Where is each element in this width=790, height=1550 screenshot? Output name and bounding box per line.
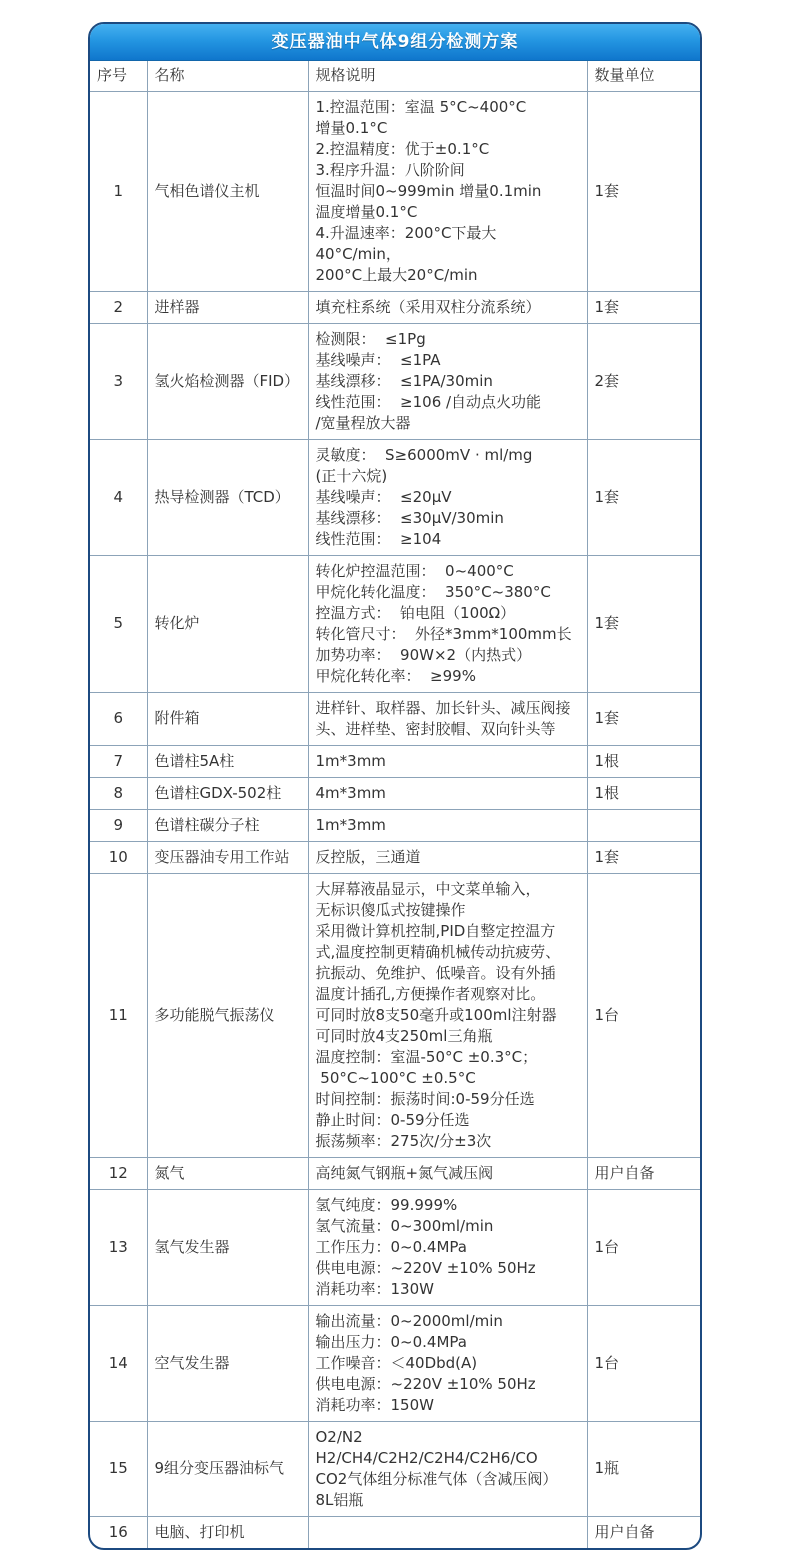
- spec-line: 输出压力：0~0.4MPa: [315, 1332, 467, 1351]
- spec-line: 温度增量0.1°C: [315, 202, 418, 221]
- column-header-name: 名称: [147, 61, 308, 91]
- item-qty-cell: 1套: [587, 291, 700, 323]
- item-qty-cell: 1根: [587, 745, 700, 777]
- item-name-cell: 电脑、打印机: [147, 1516, 308, 1548]
- spec-line: 氢气纯度：99.999%: [315, 1195, 458, 1214]
- row-number-cell: 11: [90, 873, 147, 1157]
- item-spec-cell: [308, 745, 587, 777]
- table-row: [90, 1421, 700, 1516]
- table-row: [90, 873, 700, 1157]
- spec-line: 式,温度控制更精确机械传动抗疲劳、: [315, 942, 561, 961]
- item-name-cell: 氢火焰检测器（FID）: [147, 323, 308, 439]
- row-number-cell: 12: [90, 1157, 147, 1189]
- table-row: [90, 809, 700, 841]
- spec-line: 检测限： ≤1Pg: [315, 329, 426, 348]
- row-number-cell: 16: [90, 1516, 147, 1548]
- item-qty-cell: 1台: [587, 1305, 700, 1421]
- item-qty-cell: 1根: [587, 777, 700, 809]
- spec-line: 工作噪音：＜40Dbd(A): [315, 1353, 478, 1372]
- spec-line: 进样针、取样器、加长针头、减压阀接: [315, 698, 571, 717]
- spec-line: 1m*3mm: [315, 751, 386, 770]
- spec-line: 甲烷化转化率： ≥99%: [315, 666, 476, 685]
- column-header-spec: 规格说明: [308, 61, 587, 91]
- row-number-cell: 4: [90, 439, 147, 555]
- item-name-cell: 变压器油专用工作站: [147, 841, 308, 873]
- item-name-cell: 色谱柱GDX-502柱: [147, 777, 308, 809]
- item-name-cell: 气相色谱仪主机: [147, 91, 308, 291]
- column-header-qty: 数量单位: [587, 61, 700, 91]
- table-row: [90, 1189, 700, 1305]
- spec-line: 增量0.1°C: [315, 118, 388, 137]
- row-number-cell: 15: [90, 1421, 147, 1516]
- spec-line: 基线漂移： ≤1PA/30min: [315, 371, 493, 390]
- table-row: [90, 555, 700, 692]
- item-spec-cell: [308, 1421, 587, 1516]
- spec-line: 1.控温范围：室温 5°C~400°C: [315, 97, 527, 116]
- row-number-cell: 7: [90, 745, 147, 777]
- spec-line: 无标识傻瓜式按键操作: [315, 900, 466, 919]
- item-name-cell: 氢气发生器: [147, 1189, 308, 1305]
- spec-line: 基线噪声： ≤20μV: [315, 487, 452, 506]
- spec-line: 消耗功率：150W: [315, 1395, 434, 1414]
- item-qty-cell: 1套: [587, 555, 700, 692]
- spec-line: 时间控制：振荡时间:0-59分任选: [315, 1089, 535, 1108]
- spec-line: (正十六烷): [315, 466, 388, 485]
- spec-line: 工作压力：0~0.4MPa: [315, 1237, 467, 1256]
- spec-line: 静止时间：0-59分任选: [315, 1110, 470, 1129]
- spec-line: 输出流量：0~2000ml/min: [315, 1311, 503, 1330]
- spec-line: O2/N2 H2/CH4/C2H2/C2H4/C2H6/CO: [315, 1427, 538, 1467]
- spec-table-card: [88, 22, 702, 1550]
- spec-line: 灵敏度： S≥6000mV · ml/mg: [315, 445, 533, 464]
- item-spec-cell: [308, 439, 587, 555]
- header-row: [90, 61, 700, 91]
- spec-line: 温度控制：室温-50°C ±0.3°C；: [315, 1047, 538, 1066]
- table-row: [90, 439, 700, 555]
- spec-line: 填充柱系统（采用双柱分流系统）: [315, 297, 541, 316]
- spec-line: 2.控温精度：优于±0.1°C: [315, 139, 490, 158]
- row-number-cell: 14: [90, 1305, 147, 1421]
- spec-line: 供电电源：~220V ±10% 50Hz: [315, 1258, 536, 1277]
- table-row: [90, 91, 700, 291]
- spec-line: 头、进样垫、密封胶帽、双向针头等: [315, 719, 556, 738]
- item-spec-cell: [308, 555, 587, 692]
- spec-line: 可同时放8支50毫升或100ml注射器: [315, 1005, 557, 1024]
- table-row: [90, 777, 700, 809]
- item-spec-cell: [308, 291, 587, 323]
- item-qty-cell: 2套: [587, 323, 700, 439]
- spec-line: 高纯氮气钢瓶+氮气减压阀: [315, 1163, 494, 1182]
- spec-line: 转化炉控温范围： 0~400°C: [315, 561, 514, 580]
- item-name-cell: 多功能脱气振荡仪: [147, 873, 308, 1157]
- spec-line: 反控版，三通道: [315, 847, 421, 866]
- table-row: [90, 1305, 700, 1421]
- spec-line: CO2气体组分标准气体（含减压阀）: [315, 1469, 558, 1488]
- row-number-cell: 10: [90, 841, 147, 873]
- item-qty-cell: 1套: [587, 91, 700, 291]
- item-spec-cell: [308, 841, 587, 873]
- table-row: [90, 291, 700, 323]
- row-number-cell: 5: [90, 555, 147, 692]
- spec-line: 大屏幕液晶显示，中文菜单输入，: [315, 879, 541, 898]
- item-name-cell: 氮气: [147, 1157, 308, 1189]
- spec-line: /宽量程放大器: [315, 413, 411, 432]
- item-qty-cell: 1套: [587, 439, 700, 555]
- spec-line: 转化管尺寸： 外径*3mm*100mm长: [315, 624, 572, 643]
- item-qty-cell: [587, 809, 700, 841]
- spec-line: 恒温时间0~999min 增量0.1min: [315, 181, 542, 200]
- table-row: [90, 1516, 700, 1548]
- item-qty-cell: 用户自备: [587, 1157, 700, 1189]
- column-header-no: 序号: [90, 61, 147, 91]
- spec-line: 200°C上最大20°C/min: [315, 265, 478, 284]
- spec-line: 4.升温速率：200°C下最大40°C/min，: [315, 223, 497, 263]
- item-spec-cell: [308, 873, 587, 1157]
- spec-line: 1m*3mm: [315, 815, 386, 834]
- spec-line: 4m*3mm: [315, 783, 386, 802]
- spec-line: 8L铝瓶: [315, 1490, 364, 1509]
- item-spec-cell: [308, 692, 587, 745]
- item-spec-cell: [308, 1189, 587, 1305]
- table-title: 变压器油中气体9组分检测方案: [90, 24, 700, 61]
- spec-line: 可同时放4支250ml三角瓶: [315, 1026, 493, 1045]
- item-name-cell: 转化炉: [147, 555, 308, 692]
- spec-line: 温度计插孔,方便操作者观察对比。: [315, 984, 546, 1003]
- spec-line: 采用微计算机控制,PID自整定控温方: [315, 921, 556, 940]
- row-number-cell: 13: [90, 1189, 147, 1305]
- table-row: [90, 841, 700, 873]
- spec-line: 3.程序升温：八阶阶间: [315, 160, 465, 179]
- spec-line: 基线噪声： ≤1PA: [315, 350, 441, 369]
- table-row: [90, 323, 700, 439]
- spec-line: 线性范围： ≥106 /自动点火功能: [315, 392, 542, 411]
- item-qty-cell: 1瓶: [587, 1421, 700, 1516]
- table-row: [90, 1157, 700, 1189]
- spec-line: 抗振动、免维护、低噪音。设有外插: [315, 963, 556, 982]
- spec-line: 控温方式： 铂电阻（100Ω）: [315, 603, 516, 622]
- spec-line: 甲烷化转化温度： 350°C~380°C: [315, 582, 551, 601]
- item-qty-cell: 1套: [587, 841, 700, 873]
- item-name-cell: 热导检测器（TCD）: [147, 439, 308, 555]
- row-number-cell: 1: [90, 91, 147, 291]
- item-spec-cell: [308, 1157, 587, 1189]
- row-number-cell: 6: [90, 692, 147, 745]
- item-qty-cell: 1台: [587, 1189, 700, 1305]
- row-number-cell: 2: [90, 291, 147, 323]
- item-spec-cell: [308, 777, 587, 809]
- item-name-cell: 空气发生器: [147, 1305, 308, 1421]
- item-name-cell: 进样器: [147, 291, 308, 323]
- spec-line: 振荡频率：275次/分±3次: [315, 1131, 492, 1150]
- item-spec-cell: [308, 91, 587, 291]
- item-spec-cell: [308, 1516, 587, 1548]
- item-qty-cell: 用户自备: [587, 1516, 700, 1548]
- spec-line: 供电电源：~220V ±10% 50Hz: [315, 1374, 536, 1393]
- spec-line: 基线漂移： ≤30μV/30min: [315, 508, 504, 527]
- spec-line: 消耗功率：130W: [315, 1279, 434, 1298]
- item-spec-cell: [308, 1305, 587, 1421]
- table-row: [90, 692, 700, 745]
- item-spec-cell: [308, 323, 587, 439]
- spec-table: [90, 61, 700, 1548]
- row-number-cell: 3: [90, 323, 147, 439]
- item-qty-cell: 1台: [587, 873, 700, 1157]
- row-number-cell: 9: [90, 809, 147, 841]
- spec-line: 50°C~100°C ±0.5°C: [315, 1068, 476, 1087]
- spec-line: 加势功率： 90W×2（内热式）: [315, 645, 532, 664]
- item-qty-cell: 1套: [587, 692, 700, 745]
- spec-line: 氢气流量：0~300ml/min: [315, 1216, 494, 1235]
- item-name-cell: 色谱柱5A柱: [147, 745, 308, 777]
- spec-line: 线性范围： ≥104: [315, 529, 442, 548]
- table-row: [90, 745, 700, 777]
- item-spec-cell: [308, 809, 587, 841]
- item-name-cell: 色谱柱碳分子柱: [147, 809, 308, 841]
- item-name-cell: 附件箱: [147, 692, 308, 745]
- row-number-cell: 8: [90, 777, 147, 809]
- item-name-cell: 9组分变压器油标气: [147, 1421, 308, 1516]
